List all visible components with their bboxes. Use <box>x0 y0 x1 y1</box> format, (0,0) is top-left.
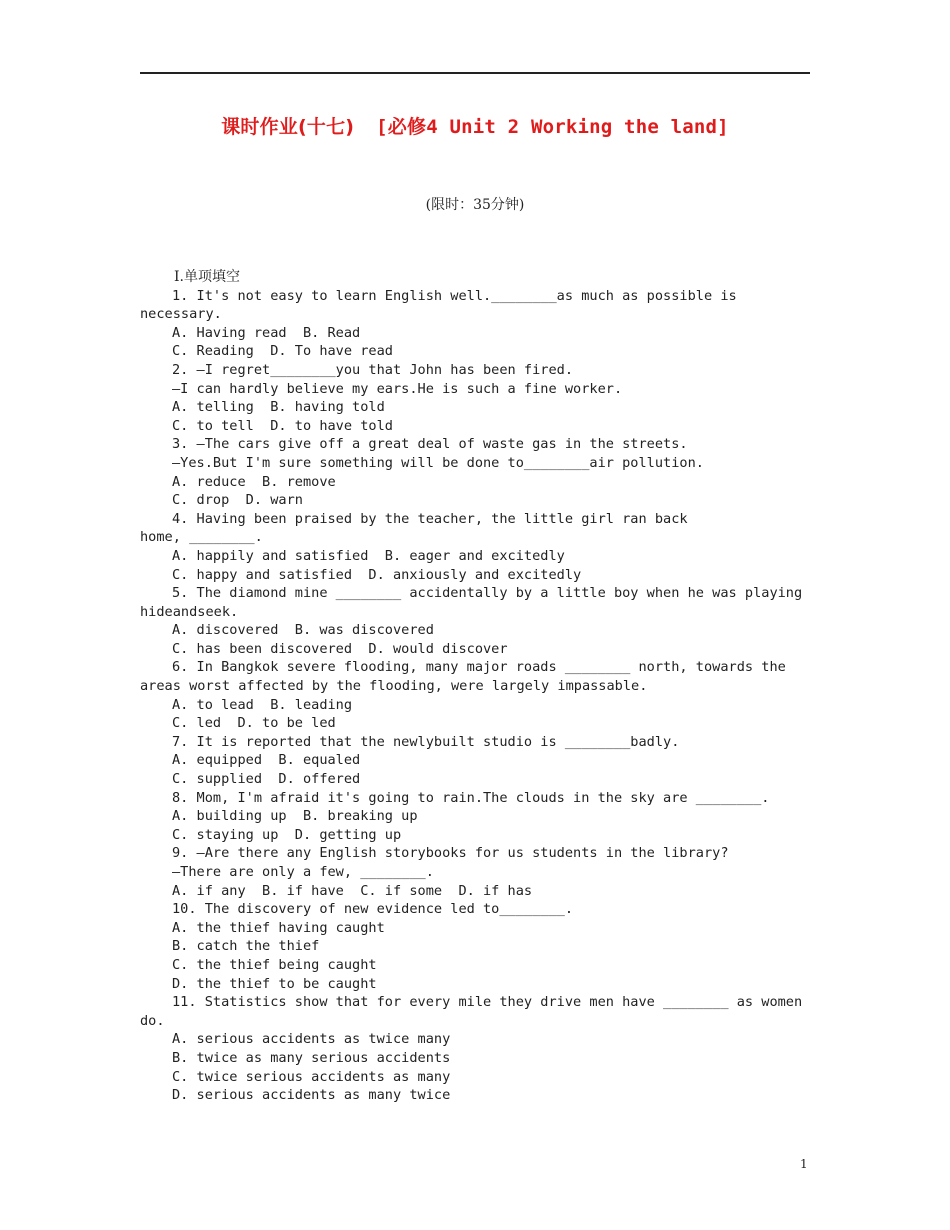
question-list <box>140 287 805 1105</box>
question-stem <box>140 658 805 695</box>
answer-options: A. building up B. breaking up <box>172 808 418 825</box>
question-item <box>140 789 805 845</box>
answer-options: A. telling B. having told <box>172 399 385 416</box>
question-content <box>140 268 805 1105</box>
question-item <box>140 584 805 658</box>
page-number: 1 <box>800 1157 808 1171</box>
page-title <box>0 112 950 139</box>
time-limit: (限时：35分钟) <box>425 197 525 213</box>
answer-options: C. has been discovered D. would discover <box>172 640 508 657</box>
answer-options: B. catch the thief <box>172 938 320 955</box>
question-stem-part: 5. The diamond mine ________ accidentally by a little boy when he was playing <box>172 585 803 602</box>
answer-options: C. twice serious accidents as many <box>172 1068 451 1085</box>
question-stem-part: hideandseek. <box>140 603 239 620</box>
question-stem-part: areas worst affected by the flooding, were largely impassable. <box>140 678 648 695</box>
question-stem-part: necessary. <box>140 306 222 323</box>
question-stem: —Yes.But I'm sure something will be done to________air pollution. <box>172 454 704 471</box>
question-stem: 9. —Are there any English storybooks for us students in the library? <box>172 845 729 862</box>
answer-options: C. to tell D. to have told <box>172 417 393 434</box>
answer-options: A. the thief having caught <box>172 919 385 936</box>
question-stem-part: 11. Statistics show that for every mile they drive men have ________ as women <box>172 994 803 1011</box>
answer-options: C. Reading D. To have read <box>172 343 393 360</box>
question-item <box>140 900 805 993</box>
answer-options: D. serious accidents as many twice <box>172 1087 451 1104</box>
question-stem <box>140 584 805 621</box>
question-stem: 7. It is reported that the newlybuilt studio is ________badly. <box>172 733 680 750</box>
question-stem-part: 6. In Bangkok severe flooding, many major roads ________ north, towards the <box>172 659 786 676</box>
question-stem: —I can hardly believe my ears.He is such a fine worker. <box>172 380 623 397</box>
answer-options: A. to lead B. leading <box>172 696 353 713</box>
title-chinese: 课时作业(十七) <box>221 116 355 138</box>
answer-options: A. Having read B. Read <box>172 324 361 341</box>
answer-options: A. equipped B. equaled <box>172 752 361 769</box>
answer-options: A. reduce B. remove <box>172 473 336 490</box>
question-stem: 10. The discovery of new evidence led to________. <box>172 901 574 918</box>
question-stem <box>140 287 805 324</box>
question-item <box>140 435 805 509</box>
answer-options: B. twice as many serious accidents <box>172 1049 451 1066</box>
answer-options: C. happy and satisfied D. anxiously and excitedly <box>172 566 582 583</box>
answer-options: C. led D. to be led <box>172 715 336 732</box>
question-stem: 3. —The cars give off a great deal of waste gas in the streets. <box>172 436 688 453</box>
question-stem <box>140 510 805 547</box>
question-item <box>140 993 805 1105</box>
title-english: [必修4 Unit 2 Working the land] <box>376 116 729 138</box>
answer-options: A. discovered B. was discovered <box>172 622 434 639</box>
header-rule <box>140 72 810 74</box>
question-stem: 2. —I regret________you that John has been fired. <box>172 361 574 378</box>
question-item <box>140 733 805 789</box>
question-stem <box>140 993 805 1030</box>
question-item <box>140 658 805 732</box>
question-stem-part: 4. Having been praised by the teacher, the little girl ran back <box>172 510 688 527</box>
answer-options: C. the thief being caught <box>172 956 377 973</box>
section-title: Ⅰ.单项填空 <box>174 269 240 285</box>
answer-options: A. happily and satisfied B. eager and excitedly <box>172 547 565 564</box>
question-stem: —There are only a few, ________. <box>172 864 434 880</box>
answer-options: C. drop D. warn <box>172 492 303 509</box>
question-item <box>140 361 805 435</box>
answer-options: A. serious accidents as twice many <box>172 1031 451 1048</box>
question-stem-part: home, ________. <box>140 529 263 546</box>
question-item <box>140 287 805 361</box>
answer-options: D. the thief to be caught <box>172 975 377 992</box>
question-item <box>140 844 805 900</box>
question-stem-part: 1. It's not easy to learn English well.________as much as possible is <box>172 287 737 304</box>
answer-options: C. staying up D. getting up <box>172 826 402 843</box>
question-stem: 8. Mom, I'm afraid it's going to rain.The clouds in the sky are ________. <box>172 789 770 806</box>
question-item <box>140 510 805 584</box>
answer-options: A. if any B. if have C. if some D. if has <box>172 882 533 899</box>
answer-options: C. supplied D. offered <box>172 771 361 788</box>
question-stem-part: do. <box>140 1012 165 1029</box>
